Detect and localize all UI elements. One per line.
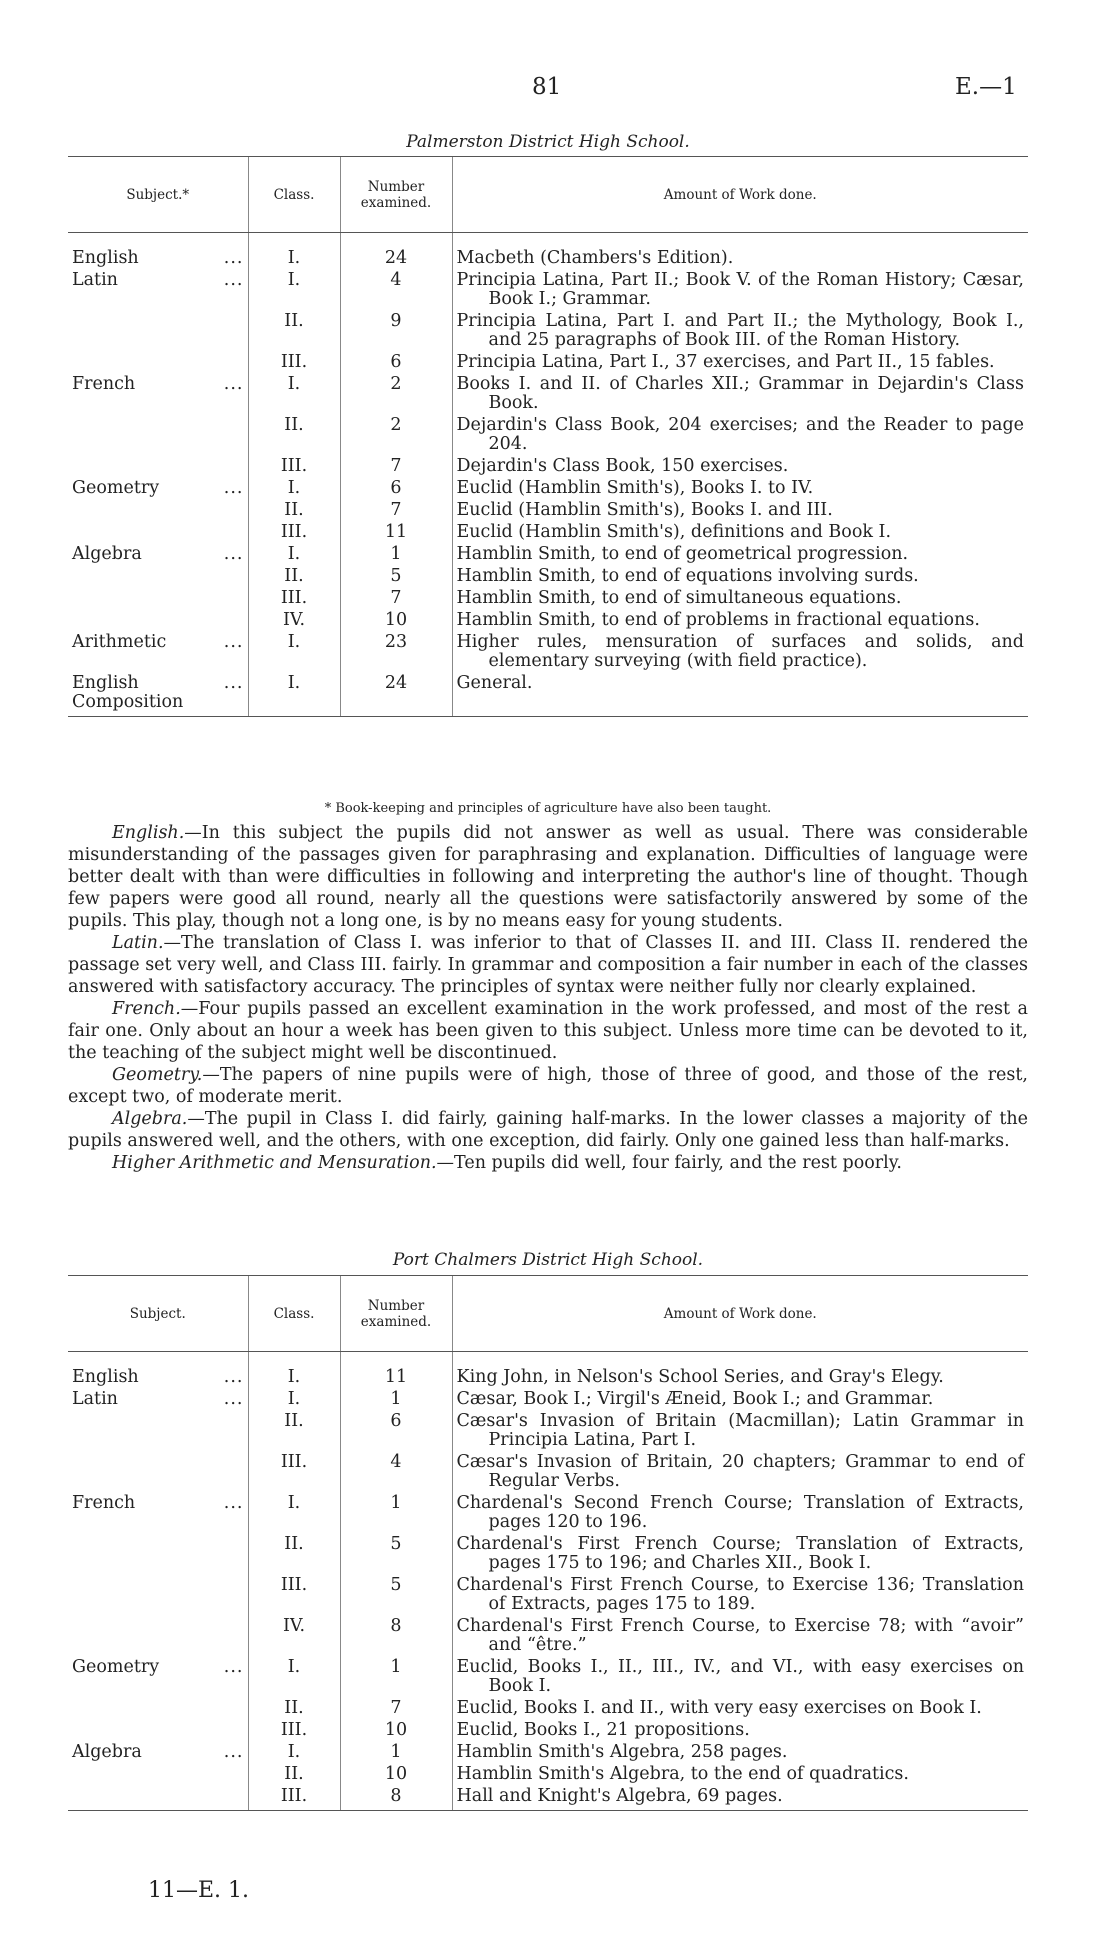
work-done-text: Macbeth (Chambers's Edition). — [456, 248, 734, 268]
subject-text: Algebra — [72, 1742, 142, 1762]
subject-cell — [68, 1388, 248, 1410]
col-work-header: Amount of Work done. — [452, 1276, 1028, 1352]
subject-text: Latin — [72, 1389, 118, 1409]
subject-cell — [68, 521, 248, 543]
subject-cell — [68, 1451, 248, 1492]
table-row — [68, 477, 1028, 499]
table-row — [68, 1388, 1028, 1410]
note-paragraph — [68, 998, 1028, 1064]
examiner-notes — [68, 822, 1028, 1174]
note-subject-label: Latin. — [112, 933, 164, 953]
subject-cell — [68, 455, 248, 477]
note-subject-label: French. — [112, 999, 181, 1019]
subject-cell — [68, 565, 248, 587]
subject-text: Arithmetic — [72, 632, 167, 652]
class-cell: III. — [248, 587, 340, 609]
document-reference: E.—1 — [955, 74, 1017, 100]
number-examined-cell: 1 — [340, 1656, 452, 1697]
note-paragraph — [68, 1108, 1028, 1152]
leader-dots: ... — [223, 632, 244, 652]
work-done-cell — [452, 672, 1028, 717]
table-row — [68, 543, 1028, 565]
note-text: —The pupil in Class I. did fairly, gaining half-marks. In the lower classes a majority of the pupils answered well, and the others, with one exception, did fairly. Only one gained less than half-marks. — [68, 1109, 1028, 1151]
class-cell: IV. — [248, 1615, 340, 1656]
table-row — [68, 373, 1028, 414]
work-done-text: Cæsar's Invasion of Britain (Macmillan); Latin Grammar in Principia Latina, Part I. — [456, 1411, 1024, 1450]
table2-caption: Port Chalmers District High School. — [392, 1250, 704, 1270]
class-cell: IV. — [248, 609, 340, 631]
table-row — [68, 1785, 1028, 1811]
class-cell: I. — [248, 672, 340, 717]
class-cell: I. — [248, 1656, 340, 1697]
work-done-text: Dejardin's Class Book, 204 exercises; and the Reader to page 204. — [456, 415, 1024, 454]
class-cell: I. — [248, 543, 340, 565]
work-done-text: Cæsar, Book I.; Virgil's Æneid, Book I.; and Grammar. — [456, 1389, 934, 1409]
note-text: —The translation of Class I. was inferior to that of Classes II. and III. Class II. rendered the passage set very well, and Class III. fairly. In grammar and composition a fair number in each of the classes answered with satisfactory accuracy. The principles of syntax were neither fully nor clearly explained. — [68, 933, 1028, 997]
work-done-cell — [452, 269, 1028, 310]
class-cell: II. — [248, 414, 340, 455]
number-examined-cell: 10 — [340, 1719, 452, 1741]
table-row — [68, 587, 1028, 609]
table-row — [68, 1410, 1028, 1451]
table-row — [68, 1656, 1028, 1697]
subject-cell — [68, 543, 248, 565]
subject-text: Geometry — [72, 478, 160, 498]
subject-cell — [68, 310, 248, 351]
subject-cell — [68, 631, 248, 672]
number-examined-cell: 6 — [340, 351, 452, 373]
subject-text: Geometry — [72, 1657, 160, 1677]
table-row — [68, 1533, 1028, 1574]
number-examined-cell: 8 — [340, 1615, 452, 1656]
subject-cell — [68, 477, 248, 499]
subject-cell — [68, 1533, 248, 1574]
subject-cell — [68, 1615, 248, 1656]
class-cell: II. — [248, 1410, 340, 1451]
subject-cell — [68, 1763, 248, 1785]
subject-text: English — [72, 248, 139, 268]
class-cell: II. — [248, 1763, 340, 1785]
number-examined-cell: 1 — [340, 1492, 452, 1533]
subject-cell — [68, 233, 248, 270]
number-examined-cell: 8 — [340, 1785, 452, 1811]
class-cell: I. — [248, 269, 340, 310]
number-examined-cell: 1 — [340, 543, 452, 565]
leader-dots: ... — [223, 673, 244, 693]
work-done-cell — [452, 1388, 1028, 1410]
number-examined-cell: 1 — [340, 1741, 452, 1763]
work-done-cell — [452, 1492, 1028, 1533]
work-done-cell — [452, 373, 1028, 414]
work-done-cell — [452, 1785, 1028, 1811]
work-done-cell — [452, 1656, 1028, 1697]
table-row — [68, 1741, 1028, 1763]
leader-dots: ... — [223, 270, 244, 290]
work-done-cell — [452, 1697, 1028, 1719]
class-cell: III. — [248, 1785, 340, 1811]
table-row — [68, 310, 1028, 351]
work-done-text: Euclid (Hamblin Smith's), Books I. to IV. — [456, 478, 814, 498]
leader-dots: ... — [223, 1493, 244, 1513]
work-done-cell — [452, 310, 1028, 351]
leader-dots: ... — [223, 478, 244, 498]
table-row — [68, 1719, 1028, 1741]
table-row — [68, 351, 1028, 373]
note-subject-label: Algebra. — [112, 1109, 188, 1129]
class-cell: II. — [248, 499, 340, 521]
table-row — [68, 521, 1028, 543]
table-row — [68, 1615, 1028, 1656]
table-row — [68, 499, 1028, 521]
subject-cell — [68, 1785, 248, 1811]
subject-cell — [68, 499, 248, 521]
note-paragraph — [68, 822, 1028, 932]
subject-text: French — [72, 374, 136, 394]
page-signature: 11—E. 1. — [148, 1878, 250, 1903]
table-row — [68, 1763, 1028, 1785]
work-done-text: Euclid (Hamblin Smith's), Books I. and III. — [456, 500, 833, 520]
number-examined-cell: 5 — [340, 1574, 452, 1615]
work-done-text: Chardenal's First French Course, to Exercise 136; Translation of Extracts, pages 175 to 189. — [456, 1575, 1024, 1614]
table-row — [68, 1451, 1028, 1492]
class-cell: III. — [248, 1719, 340, 1741]
note-text: —In this subject the pupils did not answer as well as usual. There was considerable misunderstanding of the passages given for paraphrasing and explanation. Difficulties of language were better dealt with than were difficulties in following and interpreting the author's line of thought. Though few papers were good all round, nearly all the questions were satisfactorily answered by some of the pupils. This play, though not a long one, is by no means easy for young students. — [68, 823, 1028, 931]
subject-text: English — [72, 1367, 139, 1387]
subject-cell — [68, 672, 248, 717]
leader-dots: ... — [223, 1742, 244, 1762]
number-examined-cell: 5 — [340, 565, 452, 587]
work-done-text: Hall and Knight's Algebra, 69 pages. — [456, 1786, 783, 1806]
subject-cell — [68, 1697, 248, 1719]
table-row — [68, 565, 1028, 587]
subject-text: Algebra — [72, 544, 142, 564]
work-done-text: Euclid, Books I., 21 propositions. — [456, 1720, 750, 1740]
number-examined-cell: 2 — [340, 373, 452, 414]
work-done-text: Hamblin Smith's Algebra, to the end of quadratics. — [456, 1764, 909, 1784]
class-cell: I. — [248, 1352, 340, 1389]
note-paragraph — [68, 932, 1028, 998]
col-subject-header: Subject.* — [68, 157, 248, 233]
table-row — [68, 233, 1028, 270]
leader-dots: ... — [223, 248, 244, 268]
class-cell: II. — [248, 1697, 340, 1719]
leader-dots: ... — [223, 1657, 244, 1677]
work-done-cell — [452, 565, 1028, 587]
note-subject-label: English. — [112, 823, 185, 843]
table-row — [68, 1574, 1028, 1615]
table1-caption: Palmerston District High School. — [406, 132, 690, 152]
number-examined-cell: 24 — [340, 233, 452, 270]
number-examined-cell: 7 — [340, 587, 452, 609]
work-done-text: Euclid, Books I., II., III., IV., and VI., with easy exercises on Book I. — [456, 1657, 1024, 1696]
subject-cell — [68, 1719, 248, 1741]
table-row — [68, 631, 1028, 672]
work-done-text: Euclid (Hamblin Smith's), definitions and Book I. — [456, 522, 892, 542]
page-number: 81 — [532, 74, 562, 100]
class-cell: I. — [248, 631, 340, 672]
subject-cell — [68, 414, 248, 455]
work-done-text: Chardenal's First French Course; Translation of Extracts, pages 175 to 196; and Charles XII., Book I. — [456, 1534, 1024, 1573]
class-cell: I. — [248, 1388, 340, 1410]
work-done-text: Chardenal's Second French Course; Translation of Extracts, pages 120 to 196. — [456, 1493, 1024, 1532]
work-done-text: Principia Latina, Part I. and Part II.; the Mythology, Book I., and 25 paragraphs of Book III. of the Roman History. — [456, 311, 1024, 350]
number-examined-cell: 2 — [340, 414, 452, 455]
note-text: —The papers of nine pupils were of high, those of three of good, and those of the rest, except two, of moderate merit. — [68, 1065, 1028, 1107]
work-done-text: Hamblin Smith, to end of equations involving surds. — [456, 566, 919, 586]
note-paragraph — [68, 1064, 1028, 1108]
work-done-cell — [452, 521, 1028, 543]
col-work-header: Amount of Work done. — [452, 157, 1028, 233]
table-row — [68, 1697, 1028, 1719]
subject-cell — [68, 1741, 248, 1763]
work-done-cell — [452, 631, 1028, 672]
subject-text: Latin — [72, 270, 118, 290]
work-done-cell — [452, 414, 1028, 455]
class-cell: II. — [248, 565, 340, 587]
work-done-text: Hamblin Smith's Algebra, 258 pages. — [456, 1742, 788, 1762]
class-cell: II. — [248, 310, 340, 351]
subject-text: English Composition — [72, 673, 184, 712]
palmerston-table — [68, 156, 1028, 717]
subject-cell — [68, 1410, 248, 1451]
work-done-cell — [452, 609, 1028, 631]
class-cell: III. — [248, 521, 340, 543]
table-row — [68, 455, 1028, 477]
subject-cell — [68, 587, 248, 609]
work-done-cell — [452, 1719, 1028, 1741]
number-examined-cell: 6 — [340, 477, 452, 499]
work-done-cell — [452, 455, 1028, 477]
note-text: —Four pupils passed an excellent examination in the work professed, and most of the rest a fair one. Only about an hour a week has been given to this subject. Unless more time can be devoted to it, the teaching of the subject might well be discontinued. — [68, 999, 1028, 1063]
col-number-header: Number examined. — [340, 157, 452, 233]
note-subject-label: Geometry. — [112, 1065, 203, 1085]
work-done-cell — [452, 499, 1028, 521]
table-row — [68, 1352, 1028, 1389]
note-subject-label: Higher Arithmetic and Mensuration. — [112, 1153, 437, 1173]
work-done-cell — [452, 1741, 1028, 1763]
work-done-cell — [452, 477, 1028, 499]
table-row — [68, 414, 1028, 455]
subject-cell — [68, 351, 248, 373]
number-examined-cell: 11 — [340, 1352, 452, 1389]
work-done-text: General. — [456, 673, 533, 693]
class-cell: III. — [248, 351, 340, 373]
leader-dots: ... — [223, 1389, 244, 1409]
col-class-header: Class. — [248, 157, 340, 233]
table-row — [68, 609, 1028, 631]
work-done-cell — [452, 1410, 1028, 1451]
port-chalmers-table — [68, 1275, 1028, 1811]
work-done-text: Hamblin Smith, to end of geometrical progression. — [456, 544, 909, 564]
note-paragraph — [68, 1152, 1028, 1174]
number-examined-cell: 24 — [340, 672, 452, 717]
number-examined-cell: 6 — [340, 1410, 452, 1451]
subject-cell — [68, 373, 248, 414]
work-done-text: Euclid, Books I. and II., with very easy exercises on Book I. — [456, 1698, 982, 1718]
col-class-header: Class. — [248, 1276, 340, 1352]
work-done-text: Principia Latina, Part I., 37 exercises, and Part II., 15 fables. — [456, 352, 995, 372]
number-examined-cell: 7 — [340, 455, 452, 477]
work-done-text: Books I. and II. of Charles XII.; Grammar in Dejardin's Class Book. — [456, 374, 1024, 413]
work-done-cell — [452, 1615, 1028, 1656]
number-examined-cell: 10 — [340, 609, 452, 631]
table-row — [68, 1492, 1028, 1533]
class-cell: I. — [248, 1741, 340, 1763]
work-done-cell — [452, 233, 1028, 270]
number-examined-cell: 11 — [340, 521, 452, 543]
work-done-cell — [452, 1451, 1028, 1492]
class-cell: I. — [248, 373, 340, 414]
col-number-header: Number examined. — [340, 1276, 452, 1352]
number-examined-cell: 10 — [340, 1763, 452, 1785]
leader-dots: ... — [223, 544, 244, 564]
number-examined-cell: 23 — [340, 631, 452, 672]
class-cell: I. — [248, 233, 340, 270]
subject-cell — [68, 1656, 248, 1697]
work-done-text: Dejardin's Class Book, 150 exercises. — [456, 456, 789, 476]
class-cell: III. — [248, 455, 340, 477]
subject-cell — [68, 609, 248, 631]
work-done-text: King John, in Nelson's School Series, and Gray's Elegy. — [456, 1367, 944, 1387]
number-examined-cell: 7 — [340, 1697, 452, 1719]
subject-cell — [68, 1352, 248, 1389]
number-examined-cell: 9 — [340, 310, 452, 351]
work-done-cell — [452, 351, 1028, 373]
table-row — [68, 672, 1028, 717]
number-examined-cell: 5 — [340, 1533, 452, 1574]
table-row — [68, 269, 1028, 310]
class-cell: III. — [248, 1574, 340, 1615]
number-examined-cell: 4 — [340, 269, 452, 310]
leader-dots: ... — [223, 1367, 244, 1387]
subject-cell — [68, 1492, 248, 1533]
work-done-cell — [452, 1533, 1028, 1574]
work-done-cell — [452, 1352, 1028, 1389]
work-done-text: Chardenal's First French Course, to Exercise 78; with “avoir” and “être.” — [456, 1616, 1024, 1655]
class-cell: I. — [248, 477, 340, 499]
class-cell: II. — [248, 1533, 340, 1574]
class-cell: III. — [248, 1451, 340, 1492]
class-cell: I. — [248, 1492, 340, 1533]
work-done-text: Hamblin Smith, to end of problems in fractional equations. — [456, 610, 980, 630]
work-done-cell — [452, 587, 1028, 609]
work-done-cell — [452, 1763, 1028, 1785]
table1-footnote: * Book-keeping and principles of agriculture have also been taught. — [324, 801, 772, 816]
work-done-text: Principia Latina, Part II.; Book V. of the Roman History; Cæsar, Book I.; Grammar. — [456, 270, 1024, 309]
number-examined-cell: 7 — [340, 499, 452, 521]
work-done-text: Cæsar's Invasion of Britain, 20 chapters; Grammar to end of Regular Verbs. — [456, 1452, 1024, 1491]
work-done-cell — [452, 543, 1028, 565]
note-text: —Ten pupils did well, four fairly, and the rest poorly. — [436, 1153, 902, 1173]
leader-dots: ... — [223, 374, 244, 394]
col-subject-header: Subject. — [68, 1276, 248, 1352]
subject-cell — [68, 269, 248, 310]
work-done-text: Higher rules, mensuration of surfaces and solids, and elementary surveying (with field practice). — [456, 632, 1024, 671]
number-examined-cell: 4 — [340, 1451, 452, 1492]
number-examined-cell: 1 — [340, 1388, 452, 1410]
work-done-text: Hamblin Smith, to end of simultaneous equations. — [456, 588, 902, 608]
subject-text: French — [72, 1493, 136, 1513]
subject-cell — [68, 1574, 248, 1615]
work-done-cell — [452, 1574, 1028, 1615]
